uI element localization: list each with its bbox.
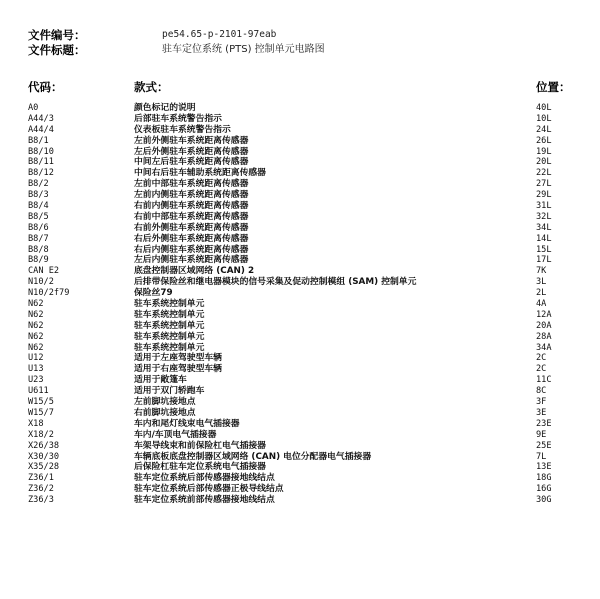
row-code: B8/6: [28, 222, 49, 233]
row-code: B8/2: [28, 179, 49, 190]
table-row: [0, 212, 600, 223]
row-description: 右前外侧驻车系统距离传感器: [134, 222, 249, 233]
row-code: B8/3: [28, 190, 49, 201]
row-code: U12: [28, 353, 44, 364]
row-code: U23: [28, 375, 44, 386]
row-description: 适用于敞篷车: [134, 375, 187, 386]
row-code: X35/28: [28, 462, 60, 473]
row-code: U13: [28, 364, 44, 375]
table-row: [0, 332, 600, 343]
row-position: 26L: [536, 135, 552, 146]
row-code: N10/2: [28, 277, 54, 288]
table-row: [0, 266, 600, 277]
row-description: 后排带保险丝和继电器模块的信号采集及促动控制模组 (SAM) 控制单元: [134, 277, 417, 288]
row-code: B8/11: [28, 157, 54, 168]
row-description: 中间左后驻车系统距离传感器: [134, 157, 249, 168]
table-row: [0, 353, 600, 364]
row-description: 中间右后驻车辅助系统距离传感器: [134, 168, 266, 179]
row-code: X30/30: [28, 451, 60, 462]
table-row: [0, 386, 600, 397]
row-code: CAN E2: [28, 266, 60, 277]
row-position: 32L: [536, 211, 552, 222]
row-code: Z36/1: [28, 473, 54, 484]
row-description: 驻车系统控制单元: [134, 299, 205, 310]
doc-number-value: pe54.65-p-2101-97eab: [162, 29, 277, 40]
row-position: 34L: [536, 222, 552, 233]
row-code: N62: [28, 309, 44, 320]
row-description: 仪表板驻车系统警告指示: [134, 124, 231, 135]
table-row: [0, 179, 600, 190]
row-description: 右前中部驻车系统距离传感器: [134, 211, 249, 222]
row-position: 24L: [536, 124, 552, 135]
row-description: 左前外侧驻车系统距离传感器: [134, 135, 249, 146]
row-position: 29L: [536, 190, 552, 201]
row-code: B8/4: [28, 201, 49, 212]
row-position: 17L: [536, 255, 552, 266]
row-code: N62: [28, 342, 44, 353]
table-row: [0, 234, 600, 245]
table-row: [0, 364, 600, 375]
row-position: 2C: [536, 353, 547, 364]
row-description: 左前中部驻车系统距离传感器: [134, 179, 249, 190]
row-code: W15/5: [28, 397, 54, 408]
table-row: [0, 223, 600, 234]
legend-table-body: [0, 103, 600, 506]
doc-title-label: 文件标题：: [28, 43, 86, 57]
table-row: [0, 277, 600, 288]
row-code: X26/38: [28, 440, 60, 451]
row-code: N10/2f79: [28, 288, 70, 299]
row-position: 2L: [536, 288, 547, 299]
table-row: [0, 147, 600, 158]
table-row: [0, 430, 600, 441]
row-position: 40L: [536, 103, 552, 113]
row-code: U611: [28, 386, 49, 397]
table-row: [0, 408, 600, 419]
row-description: 适用于右座驾驶型车辆: [134, 364, 222, 375]
row-position: 10L: [536, 113, 552, 124]
table-row: [0, 473, 600, 484]
row-code: B8/5: [28, 211, 49, 222]
table-row: [0, 495, 600, 506]
row-position: 20A: [536, 320, 552, 331]
table-row: [0, 321, 600, 332]
row-position: 19L: [536, 146, 552, 157]
row-position: 15L: [536, 244, 552, 255]
table-row: [0, 157, 600, 168]
row-code: N62: [28, 331, 44, 342]
row-description: 车辆底板底盘控制器区域网络 (CAN) 电位分配器电气插接器: [134, 451, 372, 462]
row-position: 30G: [536, 495, 552, 506]
row-code: B8/7: [28, 233, 49, 244]
row-code: B8/1: [28, 135, 49, 146]
table-row: [0, 310, 600, 321]
row-code: B8/9: [28, 255, 49, 266]
row-description: 驻车定位系统后部传感器正极导线结点: [134, 484, 284, 495]
row-position: 12A: [536, 309, 552, 320]
table-row: [0, 397, 600, 408]
row-position: 18G: [536, 473, 552, 484]
column-header-code: 代码：: [28, 80, 63, 94]
row-code: N62: [28, 320, 44, 331]
row-description: 右后外侧驻车系统距离传感器: [134, 233, 249, 244]
row-position: 23E: [536, 418, 552, 429]
row-description: 左后内侧驻车系统距离传感器: [134, 255, 249, 266]
row-description: 车内/车顶电气插接器: [134, 429, 217, 440]
row-code: W15/7: [28, 407, 54, 418]
row-position: 27L: [536, 179, 552, 190]
row-description: 底盘控制器区域网络 (CAN) 2: [134, 266, 255, 277]
row-description: 右前内侧驻车系统距离传感器: [134, 201, 249, 212]
row-code: A0: [28, 103, 39, 113]
row-description: 左前内侧驻车系统距离传感器: [134, 190, 249, 201]
row-code: X18: [28, 418, 44, 429]
table-row: [0, 103, 600, 114]
row-position: 7L: [536, 451, 547, 462]
row-code: N62: [28, 299, 44, 310]
row-position: 31L: [536, 201, 552, 212]
row-position: 25E: [536, 440, 552, 451]
row-position: 28A: [536, 331, 552, 342]
row-description: 驻车系统控制单元: [134, 320, 205, 331]
row-code: Z36/2: [28, 484, 54, 495]
table-row: [0, 484, 600, 495]
row-code: A44/3: [28, 113, 54, 124]
row-description: 左前脚坑接地点: [134, 397, 196, 408]
table-row: [0, 462, 600, 473]
table-row: [0, 201, 600, 212]
table-row: [0, 255, 600, 266]
doc-number-label: 文件编号：: [28, 28, 86, 42]
table-row: [0, 375, 600, 386]
row-description: 后保险杠驻车定位系统电气插接器: [134, 462, 266, 473]
row-description: 驻车定位系统前部传感器接地线结点: [134, 495, 275, 506]
row-position: 14L: [536, 233, 552, 244]
row-code: Z36/3: [28, 495, 54, 506]
table-row: [0, 136, 600, 147]
row-position: 3F: [536, 397, 547, 408]
table-row: [0, 441, 600, 452]
row-description: 适用于双门轿跑车: [134, 386, 205, 397]
row-description: 适用于左座驾驶型车辆: [134, 353, 222, 364]
table-row: [0, 168, 600, 179]
row-description: 驻车系统控制单元: [134, 331, 205, 342]
row-position: 9E: [536, 429, 547, 440]
row-position: 16G: [536, 484, 552, 495]
row-position: 13E: [536, 462, 552, 473]
row-code: X18/2: [28, 429, 54, 440]
table-row: [0, 114, 600, 125]
row-description: 车架导线束和前保险杠电气插接器: [134, 440, 266, 451]
table-row: [0, 190, 600, 201]
table-row: [0, 419, 600, 430]
row-code: B8/12: [28, 168, 54, 179]
row-position: 20L: [536, 157, 552, 168]
row-description: 颜色标记的说明: [134, 103, 196, 113]
column-header-model: 款式：: [134, 80, 169, 94]
table-row: [0, 299, 600, 310]
row-code: A44/4: [28, 124, 54, 135]
column-header-position: 位置：: [536, 80, 571, 94]
row-description: 驻车定位系统后部传感器接地线结点: [134, 473, 275, 484]
doc-title-value: 驻车定位系统 (PTS) 控制单元电路图: [162, 44, 325, 55]
table-row: [0, 125, 600, 136]
row-position: 3E: [536, 407, 547, 418]
table-row: [0, 245, 600, 256]
row-description: 保险丝79: [134, 288, 173, 299]
row-description: 驻车系统控制单元: [134, 342, 205, 353]
table-row: [0, 452, 600, 463]
row-description: 车内和尾灯线束电气插接器: [134, 418, 240, 429]
row-description: 驻车系统控制单元: [134, 309, 205, 320]
table-row: [0, 288, 600, 299]
table-row: [0, 343, 600, 354]
row-position: 22L: [536, 168, 552, 179]
row-description: 左后外侧驻车系统距离传感器: [134, 146, 249, 157]
row-code: B8/8: [28, 244, 49, 255]
row-code: B8/10: [28, 146, 54, 157]
row-position: 7K: [536, 266, 547, 277]
row-description: 右后内侧驻车系统距离传感器: [134, 244, 249, 255]
row-position: 4A: [536, 299, 547, 310]
row-position: 8C: [536, 386, 547, 397]
row-position: 34A: [536, 342, 552, 353]
row-description: 右前脚坑接地点: [134, 407, 196, 418]
row-position: 3L: [536, 277, 547, 288]
row-position: 2C: [536, 364, 547, 375]
row-position: 11C: [536, 375, 552, 386]
row-description: 后部驻车系统警告指示: [134, 113, 222, 124]
